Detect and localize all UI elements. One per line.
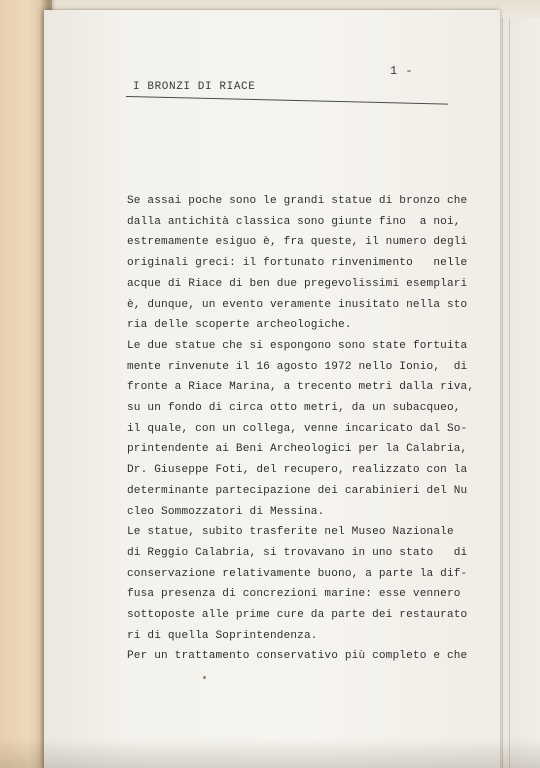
text-line: su un fondo di circa otto metri, da un subacqueo, [127,402,461,415]
text-line: Dr. Giuseppe Foti, del recupero, realizzato con la [127,464,468,477]
text-line: di Reggio Calabria, si trovavano in uno stato di [127,546,468,559]
text-line: acque di Riace di ben due pregevolissimi esemplari [127,277,468,290]
ink-speck [203,676,206,679]
text-line: il quale, con un collega, venne incaricato dal So- [127,422,468,435]
text-line: sottoposte alle prime cure da parte dei restaurato [127,609,468,622]
document-heading: I BRONZI DI RIACE [133,81,256,93]
text-line: ri di quella Soprintendenza. [127,629,318,642]
text-line: estremamente esiguo è, fra queste, il numero degli [127,236,468,249]
text-line: fusa presenza di concrezioni marine: esse vennero [127,588,461,601]
text-line: Per un trattamento conservativo più completo e che [127,650,468,663]
text-line: conservazione relativamente buono, a parte la dif- [127,567,468,580]
sheet-edge [502,18,503,768]
text-line: Le statue, subito trasferite nel Museo Nazionale [127,526,454,539]
text-line: printendente ai Beni Archeologici per la Calabria, [127,443,468,456]
body-text [127,191,474,667]
text-line: Le due statue che si espongono sono state fortuita [127,339,468,352]
text-line: determinante partecipazione dei carabinieri del Nu [127,484,468,497]
text-line: originali greci: il fortunato rinvenimento nelle [127,257,468,270]
text-line: fronte a Riace Marina, a trecento metri dalla riva, [127,381,475,394]
text-line: ria delle scoperte archeologiche. [127,319,352,332]
text-line: dalla antichità classica sono giunte fino a noi, [127,215,461,228]
text-line: Se assai poche sono le grandi statue di bronzo che [127,195,468,207]
text-line: è, dunque, un evento veramente inusitato nella sto [127,298,468,311]
page-number: 1 - [390,64,414,78]
sheet-edge [509,18,510,768]
text-line: cleo Sommozzatori di Messina. [127,505,325,518]
text-line: mente rinvenute il 16 agosto 1972 nello Ionio, di [127,360,468,373]
